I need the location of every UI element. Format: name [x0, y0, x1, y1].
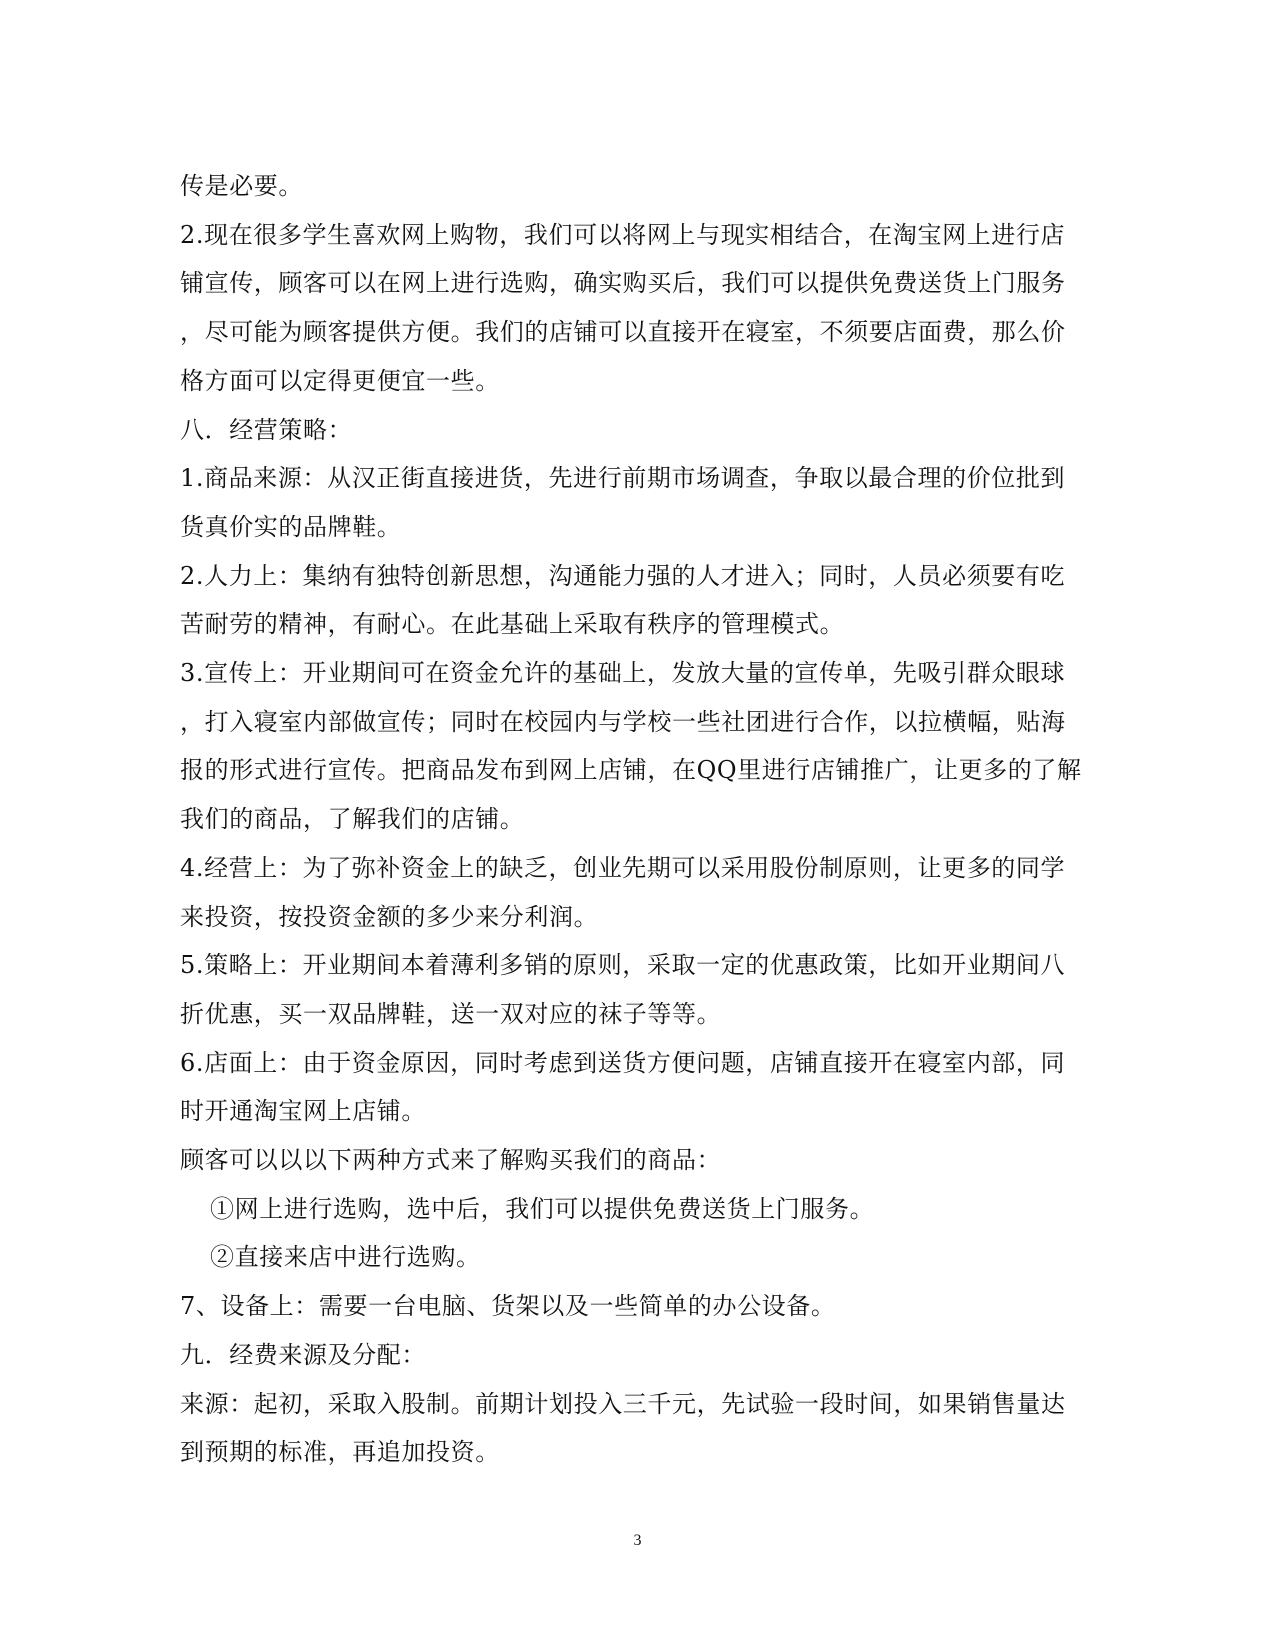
- text-line: 顾客可以以以下两种方式来了解购买我们的商品：: [180, 1146, 722, 1175]
- text-line: ，尽可能为顾客提供方便。我们的店铺可以直接开在寝室，不须要店面费，那么价: [180, 318, 1066, 347]
- text-line: 传是必要。: [180, 172, 303, 200]
- text-line: 4.经营上：为了弥补资金上的缺乏，创业先期可以采用股份制原则，让更多的同学: [180, 853, 1066, 882]
- text-line: 2.人力上：集纳有独特创新思想，沟通能力强的人才进入；同时，人员必须要有吃: [180, 561, 1066, 590]
- text-line: 6.店面上：由于资金原因，同时考虑到送货方便问题，店铺直接开在寝室内部，同: [180, 1048, 1066, 1077]
- text-line: 1.商品来源：从汉正街直接进货，先进行前期市场调查，争取以最合理的价位批到: [180, 464, 1066, 493]
- text-line: 时开通淘宝网上店铺。: [180, 1097, 426, 1126]
- text-line: ，打入寝室内部做宣传；同时在校园内与学校一些社团进行合作，以拉横幅，贴海: [180, 707, 1066, 736]
- text-line: 来源：起初，采取入股制。前期计划投入三千元，先试验一段时间，如果销售量达: [180, 1389, 1066, 1418]
- text-line: 我们的商品，了解我们的店铺。: [180, 805, 525, 834]
- text-line: 苦耐劳的精神，有耐心。在此基础上采取有秩序的管理模式。: [180, 610, 845, 639]
- text-line: 3.宣传上：开业期间可在资金允许的基础上，发放大量的宣传单，先吸引群众眼球: [180, 659, 1066, 688]
- text-line: 报的形式进行宣传。把商品发布到网上店铺，在QQ里进行店铺推广，让更多的了解: [180, 756, 1082, 785]
- list-item: ①网上进行选购，选中后，我们可以提供免费送货上门服务。: [210, 1194, 875, 1223]
- text-line: 格方面可以定得更便宜一些。: [180, 366, 500, 395]
- text-line: 货真价实的品牌鞋。: [180, 512, 402, 541]
- section-heading: 九．经费来源及分配：: [180, 1340, 426, 1369]
- section-heading: 八．经营策略：: [180, 415, 353, 444]
- page-number: 3: [633, 1532, 642, 1549]
- list-item: ②直接来店中进行选购。: [210, 1243, 481, 1272]
- text-line: 5.策略上：开业期间本着薄利多销的原则，采取一定的优惠政策，比如开业期间八: [180, 951, 1066, 980]
- text-line: 7、设备上：需要一台电脑、货架以及一些简单的办公设备。: [180, 1292, 836, 1321]
- text-line: 到预期的标准，再追加投资。: [180, 1438, 500, 1467]
- document-body: [180, 162, 1090, 1477]
- text-line: 来投资，按投资金额的多少来分利润。: [180, 902, 599, 931]
- text-line: 2.现在很多学生喜欢网上购物，我们可以将网上与现实相结合，在淘宝网上进行店: [180, 220, 1066, 249]
- text-line: 折优惠，买一双品牌鞋，送一双对应的袜子等等。: [180, 999, 722, 1028]
- text-line: 铺宣传，顾客可以在网上进行选购，确实购买后，我们可以提供免费送货上门服务: [180, 269, 1066, 298]
